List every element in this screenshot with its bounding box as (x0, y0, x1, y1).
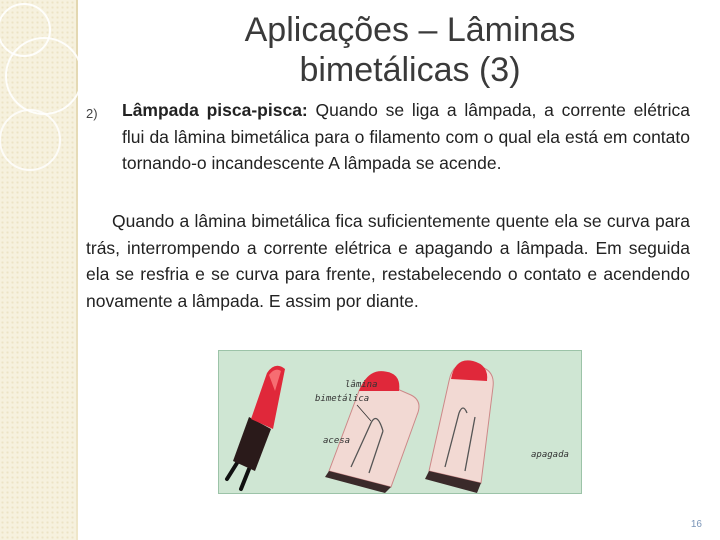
item-term: Lâmpada pisca-pisca: (122, 100, 308, 120)
slide-title: Aplicações – Lâminas bimetálicas (3) (244, 11, 576, 89)
decorative-circles (0, 0, 80, 200)
item-paragraph (122, 97, 690, 177)
small-bulb-image (227, 366, 285, 489)
item-number: 2) (86, 106, 98, 121)
page-number: 16 (690, 519, 702, 530)
label-apagada: apagada (531, 450, 569, 460)
bulb-illustration (218, 350, 582, 494)
label-bimetalica: bimetálica (315, 394, 370, 404)
label-lamina: lâmina (345, 380, 378, 390)
unlit-bulb-image (425, 360, 493, 493)
item-text: Quando se liga a lâmpada, a corrente elétrica flui da lâmina bimetálica para o filamento com o qual ela está em contato tornando-o incandescente A lâmpada se acende. (122, 100, 690, 173)
body-paragraph: Quando a lâmina bimetálica fica suficientemente quente ela se curva para trás, interrompendo a corrente elétrica e apagando a lâmpada. Em seguida ela se resfria e se curva para frente, restabelecendo o contato e acendendo novamente a lâmpada. E assim por diante. (86, 211, 690, 311)
label-acesa: acesa (323, 436, 351, 446)
